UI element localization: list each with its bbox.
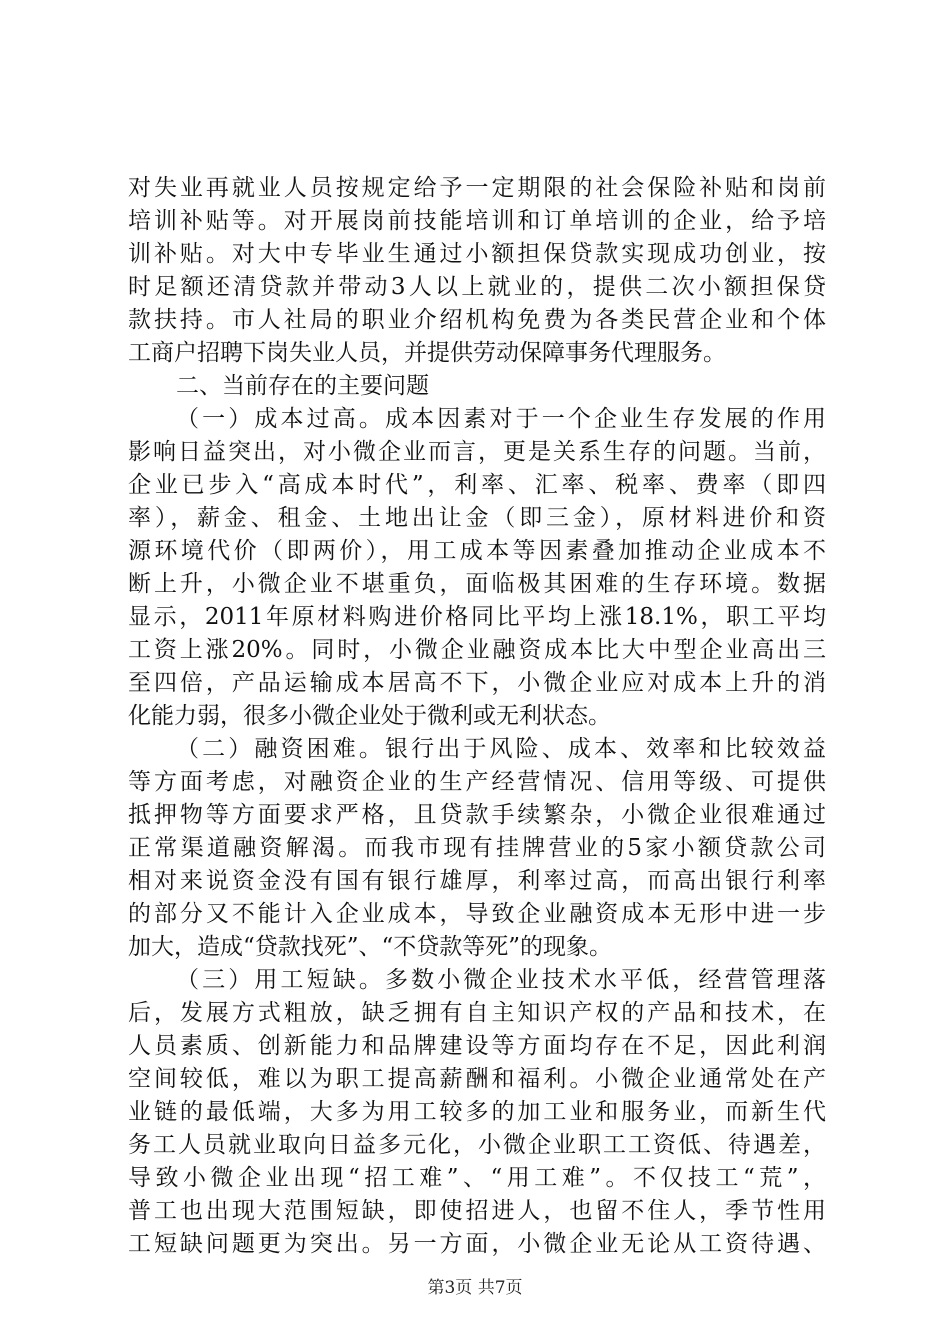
text-line: 源环境代价（即两价），用工成本等因素叠加推动企业成本不 [128,538,826,564]
text-line: 务工人员就业取向日益多元化，小微企业职工工资低、待遇差， [128,1132,826,1158]
text-line: 至四倍，产品运输成本居高不下，小微企业应对成本上升的消 [128,670,826,696]
text-line: 加大，造成“贷款找死”、“不贷款等死”的现象。 [128,934,613,960]
text-line: （三）用工短缺。多数小微企业技术水平低，经营管理落 [176,967,826,993]
document-body [128,172,826,1261]
text-line: （二）融资困难。银行出于风险、成本、效率和比较效益 [176,736,826,762]
text-line: 款扶持。市人社局的职业介绍机构免费为各类民营企业和个体 [128,307,826,333]
text-line: 抵押物等方面要求严格，且贷款手续繁杂，小微企业很难通过 [128,802,826,828]
text-line: 正常渠道融资解渴。而我市现有挂牌营业的5家小额贷款公司 [128,835,826,861]
text-line: 化能力弱，很多小微企业处于微利或无利状态。 [128,703,611,729]
section-heading: 二、当前存在的主要问题 [176,373,429,399]
text-line: 影响日益突出，对小微企业而言，更是关系生存的问题。当前， [128,439,826,465]
text-line: 相对来说资金没有国有银行雄厚，利率过高，而高出银行利率 [128,868,826,894]
text-line: 显示，2011年原材料购进价格同比平均上涨18.1%，职工平均 [128,604,826,630]
text-line: 培训补贴等。对开展岗前技能培训和订单培训的企业，给予培 [128,208,826,234]
text-line: 工商户招聘下岗失业人员，并提供劳动保障事务代理服务。 [128,340,726,366]
text-line: 空间较低，难以为职工提高薪酬和福利。小微企业通常处在产 [128,1066,826,1092]
text-line: 工资上涨20%。同时，小微企业融资成本比大中型企业高出三 [128,637,826,663]
text-line: 率），薪金、租金、土地出让金（即三金），原材料进价和资 [128,505,826,531]
text-line: 导致小微企业出现“招工难”、“用工难”。不仅技工“荒”， [128,1165,826,1191]
text-line: 时足额还清贷款并带动3人以上就业的，提供二次小额担保贷 [128,274,826,300]
page-number: 第3页 共7页 [427,1278,523,1298]
text-line: 断上升，小微企业不堪重负，面临极其困难的生存环境。数据 [128,571,826,597]
page-footer [0,1273,950,1298]
text-line: 业链的最低端，大多为用工较多的加工业和服务业，而新生代 [128,1099,826,1125]
text-line: 人员素质、创新能力和品牌建设等方面均存在不足，因此利润 [128,1033,826,1059]
text-line: 工短缺问题更为突出。另一方面，小微企业无论从工资待遇、 [128,1231,826,1257]
text-line: 企业已步入“高成本时代”，利率、汇率、税率、费率（即四 [128,472,826,498]
text-line: （一）成本过高。成本因素对于一个企业生存发展的作用 [176,406,826,432]
text-line: 后，发展方式粗放，缺乏拥有自主知识产权的产品和技术，在 [128,1000,826,1026]
text-line: 的部分又不能计入企业成本，导致企业融资成本无形中进一步 [128,901,826,927]
text-line: 训补贴。对大中专毕业生通过小额担保贷款实现成功创业，按 [128,241,826,267]
text-line: 等方面考虑，对融资企业的生产经营情况、信用等级、可提供 [128,769,826,795]
text-line: 普工也出现大范围短缺，即使招进人，也留不住人，季节性用 [128,1198,826,1224]
text-line: 对失业再就业人员按规定给予一定期限的社会保险补贴和岗前 [128,175,826,201]
